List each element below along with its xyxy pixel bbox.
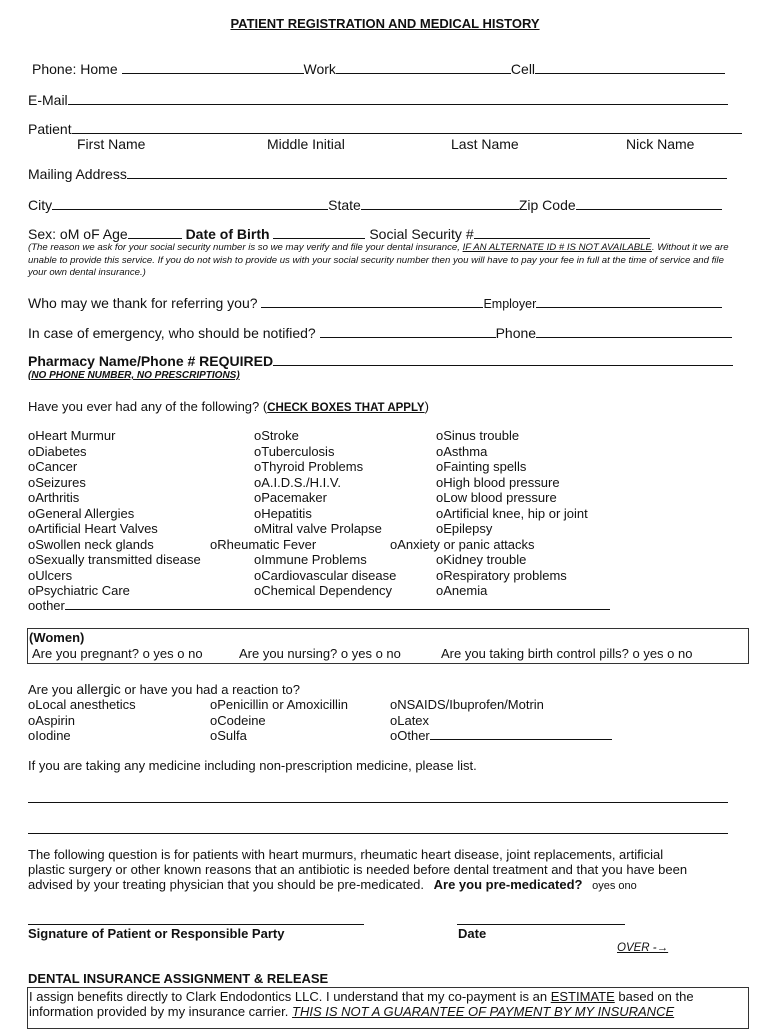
checkbox-icon[interactable]: o [436,443,444,459]
checkbox-icon[interactable]: o [436,428,444,443]
sex-m-option[interactable] [60,226,79,242]
checkbox-icon[interactable]: o [28,583,36,598]
phone-cell-label: Cell [510,61,536,77]
patient-name-field[interactable] [72,122,742,134]
checkbox-icon[interactable]: o [210,697,218,712]
dob-label: Date of Birth [185,226,270,242]
checkbox-icon[interactable]: o [254,567,262,583]
condition-item[interactable] [210,537,316,552]
premed-row [28,877,637,892]
pregnant-question[interactable]: Are you pregnant? o yes o no [32,646,203,661]
condition-item[interactable] [436,490,557,505]
checkbox-icon[interactable]: o [28,428,36,443]
nursing-question[interactable]: Are you nursing? o yes o no [239,646,401,661]
condition-item[interactable] [28,583,130,598]
referral-row [28,295,722,311]
city-field[interactable] [52,198,328,210]
age-label: Age [102,226,128,242]
condition-item[interactable] [28,521,158,536]
allergy-label: Aspirin [35,712,75,728]
pharmacy-label: Pharmacy Name/Phone # REQUIRED [28,353,274,369]
allergy-label: Local anesthetics [35,697,136,712]
condition-item[interactable] [436,521,492,536]
checkbox-icon[interactable]: o [254,552,262,567]
sex-label: Sex: [28,226,57,242]
condition-label: Tuberculosis [261,443,335,459]
signature-line[interactable] [28,924,364,925]
mailing-label: Mailing Address [28,166,127,182]
date-label: Date [458,926,487,941]
allergy-item[interactable] [28,697,136,712]
insurance-text-1: I assign benefits directly to Clark Endodontics LLC. I understand that my co-payment is an [29,989,551,1004]
conditions-question-close: ) [424,399,429,414]
allergy-label: Other [397,728,430,743]
checkbox-icon[interactable]: o [28,536,36,552]
pharmacy-row [28,353,733,369]
zip-label: Zip Code [518,197,576,213]
condition-label: Chemical Dependency [261,583,393,598]
checkbox-icon[interactable]: o [28,567,36,583]
allergy-item[interactable] [210,697,348,712]
condition-item[interactable] [28,459,77,474]
patient-middle-label: Middle Initial [267,136,345,152]
checkbox-icon[interactable]: o [28,521,36,536]
condition-label: Cardiovascular disease [261,567,397,583]
condition-other [28,598,610,613]
insurance-guarantee: THIS IS NOT A GUARANTEE OF PAYMENT BY MY INSURANCE [292,1004,675,1019]
checkbox-icon[interactable]: o [390,536,398,552]
sex-m-label: M [67,226,80,242]
state-field[interactable] [361,198,519,210]
checkbox-icon[interactable]: o [254,521,262,536]
condition-item[interactable] [254,583,392,598]
emergency-phone-label: Phone [495,325,537,341]
condition-label: Low blood pressure [443,490,557,505]
emergency-label: In case of emergency, who should be notified? [28,325,316,341]
condition-item[interactable] [436,552,526,567]
allergy-item[interactable] [210,728,247,743]
ssn-note [28,242,734,280]
condition-label: Fainting spells [443,459,527,474]
condition-label: Swollen neck glands [35,536,154,552]
condition-item[interactable] [254,521,382,536]
condition-item[interactable] [28,490,79,505]
premed-options[interactable]: oyes ono [592,880,637,892]
allergy-item[interactable] [390,728,612,743]
condition-label: Ulcers [35,567,73,583]
ssn-note-text: (The reason we ask for your social security number is so we may verify and file your dental insurance, [28,242,463,253]
date-line[interactable] [457,924,625,925]
condition-label: Mitral valve Prolapse [261,521,382,536]
allergy-label: NSAIDS/Ibuprofen/Motrin [397,697,544,712]
women-label: (Women) [29,630,85,645]
conditions-question-text: Have you ever had any of the following? ( [28,399,268,414]
condition-item[interactable] [436,428,519,443]
condition-label: General Allergies [35,505,135,521]
checkbox-icon[interactable]: o [28,697,36,712]
referral-label: Who may we thank for referring you? [28,295,258,311]
checkbox-icon: o [83,226,92,242]
insurance-estimate: ESTIMATE [550,989,615,1004]
premed-question: Are you pre-medicated? [433,877,583,892]
emergency-row [28,325,732,341]
allergy-item[interactable] [210,713,266,728]
checkbox-icon[interactable]: o [254,459,262,474]
condition-item[interactable] [254,428,299,443]
checkbox-icon[interactable]: o [254,583,262,598]
emergency-phone-field[interactable] [536,326,732,338]
phone-home-field[interactable] [122,62,304,74]
checkbox-icon[interactable]: o [436,567,444,583]
phone-row [32,61,725,77]
checkbox-icon[interactable]: o [390,697,398,712]
allergy-question-text-2: or have you had a reaction to? [120,682,301,697]
condition-item[interactable] [436,583,487,598]
condition-label: Artificial knee, hip or joint [443,505,588,521]
condition-item[interactable] [28,552,201,567]
allergy-label: Codeine [217,712,266,728]
checkbox-icon[interactable]: o [28,459,36,474]
pharmacy-note: (NO PHONE NUMBER, NO PRESCRIPTIONS) [28,370,240,381]
checkbox-icon[interactable]: o [436,490,444,505]
checkbox-icon[interactable]: o [28,474,36,490]
condition-item[interactable] [28,475,86,490]
employer-label: Employer [483,297,537,311]
city-label: City [28,197,53,213]
condition-label: Psychiatric Care [35,583,130,598]
signature-label: Signature of Patient or Responsible Party [28,926,285,941]
condition-item[interactable] [254,475,341,490]
sex-row [28,226,650,242]
premed-text-1: The following question is for patients with heart murmurs, rheumatic heart disease, joint replacements, artificial [28,847,664,862]
pharmacy-field[interactable] [273,354,733,366]
checkbox-icon[interactable]: o [28,490,36,505]
conditions-question-emphasis: CHECK BOXES THAT APPLY [267,402,425,414]
allergy-other-field[interactable] [430,728,612,740]
premed-text-2: plastic surgery or other known reasons that an antibiotic is needed before dental treatment and that you have been [28,862,688,877]
condition-label: Arthritis [35,490,80,505]
condition-item[interactable] [28,428,115,443]
checkbox-icon[interactable]: o [436,552,444,567]
condition-label: Immune Problems [261,552,367,567]
condition-label: Epilepsy [443,521,493,536]
checkbox-icon[interactable]: o [254,428,262,443]
checkbox-icon[interactable]: o [28,552,36,567]
patient-nick-label: Nick Name [626,136,695,152]
checkbox-icon[interactable]: o [210,728,218,743]
condition-other-field[interactable] [65,598,610,610]
phone-home-label: Phone: Home [32,61,118,77]
insurance-line-1 [29,989,694,1004]
allergy-question [28,681,300,697]
checkbox-icon[interactable]: o [254,490,262,505]
allergy-item[interactable] [390,697,544,712]
insurance-line-2 [29,1004,674,1019]
zip-field[interactable] [576,198,722,210]
condition-item[interactable] [436,506,588,521]
medicine-question: If you are taking any medicine including non-prescription medicine, please list. [28,758,477,773]
email-label: E-Mail [28,92,68,108]
condition-item[interactable] [254,568,396,583]
page-title: PATIENT REGISTRATION AND MEDICAL HISTORY [230,16,540,31]
allergy-question-emphasis: allergic [76,681,121,697]
condition-label: Thyroid Problems [261,459,364,474]
premed-text-3: advised by your treating physician that you should be pre-medicated. [28,877,425,892]
checkbox-icon[interactable]: o [436,521,444,536]
condition-label: Pacemaker [261,490,327,505]
email-row [28,92,728,108]
checkbox-icon[interactable]: o [390,712,398,728]
condition-label: Artificial Heart Valves [35,521,158,536]
patient-row [28,121,742,137]
checkbox-icon[interactable]: o [28,728,36,743]
sex-f-label: F [91,226,100,242]
over-note: OVER -→ [617,942,669,954]
condition-item[interactable] [254,490,327,505]
checkbox-icon[interactable]: o [28,505,36,521]
checkbox-icon[interactable]: o [254,443,262,459]
age-field[interactable] [128,227,182,239]
condition-label: Asthma [443,443,488,459]
checkbox-icon[interactable]: o [390,728,398,743]
emergency-field[interactable] [320,326,496,338]
medicine-line-2[interactable] [28,833,728,834]
referral-field[interactable] [261,296,483,308]
condition-label: Anxiety or panic attacks [397,536,535,552]
condition-item[interactable] [436,444,487,459]
checkbox-icon[interactable]: o [28,712,36,728]
allergy-label: Penicillin or Amoxicillin [217,697,349,712]
email-field[interactable] [68,93,728,105]
employer-field[interactable] [536,296,722,308]
condition-label: Anemia [443,583,488,598]
condition-label: Kidney trouble [443,552,527,567]
condition-label: Diabetes [35,443,87,459]
mailing-row [28,166,727,182]
condition-item[interactable] [390,537,535,552]
state-label: State [328,197,361,213]
ssn-field[interactable] [474,227,650,239]
allergy-label: Iodine [35,728,71,743]
condition-item[interactable] [436,568,567,583]
condition-label: Seizures [35,474,86,490]
condition-label: Sexually transmitted disease [35,552,201,567]
condition-item[interactable] [254,506,312,521]
allergy-question-text: Are you [28,682,77,697]
sex-f-option[interactable] [83,226,99,242]
checkbox-icon[interactable]: o [254,474,262,490]
dob-field[interactable] [273,227,365,239]
insurance-text-2: based on the [614,989,694,1004]
condition-label: Cancer [35,459,78,474]
checkbox-icon[interactable]: o [436,505,444,521]
medicine-line-1[interactable] [28,802,728,803]
checkbox-icon[interactable]: o [210,712,218,728]
allergy-label: Sulfa [217,728,247,743]
condition-label: High blood pressure [443,474,560,490]
phone-work-label: Work [303,61,336,77]
condition-label: A.I.D.S./H.I.V. [261,474,341,490]
patient-last-label: Last Name [451,136,519,152]
allergy-label: Latex [397,712,430,728]
city-row [28,197,722,213]
checkbox-icon[interactable]: o [210,536,218,552]
phone-work-field[interactable] [336,62,511,74]
checkbox-icon[interactable]: o [28,443,36,459]
condition-other-label: other [35,598,65,613]
condition-label: Respiratory problems [443,567,567,583]
condition-label: Stroke [261,428,299,443]
conditions-question [28,399,429,414]
insurance-text-3: information provided by my insurance carrier. [29,1004,293,1019]
ssn-note-text-2: . Without it we are unable to provide this service. If you do not wish to provide us with your social security number then you will have to pay your fee in full at the time of service and file your own dental insurance.) [28,242,729,278]
checkbox-icon[interactable]: o [436,459,444,474]
condition-item[interactable] [254,444,334,459]
ssn-label: Social Security # [369,226,474,242]
patient-first-label: First Name [77,136,146,152]
condition-label: Heart Murmur [35,428,116,443]
phone-cell-field[interactable] [535,62,725,74]
allergy-item[interactable] [28,713,75,728]
condition-item[interactable] [436,475,560,490]
condition-item[interactable] [436,459,526,474]
mailing-field[interactable] [127,167,727,179]
condition-label: Rheumatic Fever [217,536,317,552]
condition-item[interactable] [28,537,154,552]
insurance-title: DENTAL INSURANCE ASSIGNMENT & RELEASE [28,971,329,986]
birth-control-question[interactable]: Are you taking birth control pills? o yes o no [441,646,693,661]
condition-item[interactable] [28,568,72,583]
condition-label: Sinus trouble [443,428,520,443]
allergy-item[interactable] [390,713,429,728]
condition-item[interactable] [254,459,363,474]
ssn-note-emphasis: IF AN ALTERNATE ID # IS NOT AVAILABLE [462,242,652,253]
condition-item[interactable] [254,552,367,567]
checkbox-icon[interactable]: o [436,474,444,490]
checkbox-icon[interactable]: o [436,583,444,598]
allergy-item[interactable] [28,728,71,743]
checkbox-icon[interactable]: o [254,505,262,521]
condition-label: Hepatitis [261,505,312,521]
condition-item[interactable] [28,444,87,459]
patient-label: Patient [28,121,72,137]
checkbox-icon: o [59,226,68,242]
condition-item[interactable] [28,506,134,521]
checkbox-icon[interactable]: o [28,598,36,613]
